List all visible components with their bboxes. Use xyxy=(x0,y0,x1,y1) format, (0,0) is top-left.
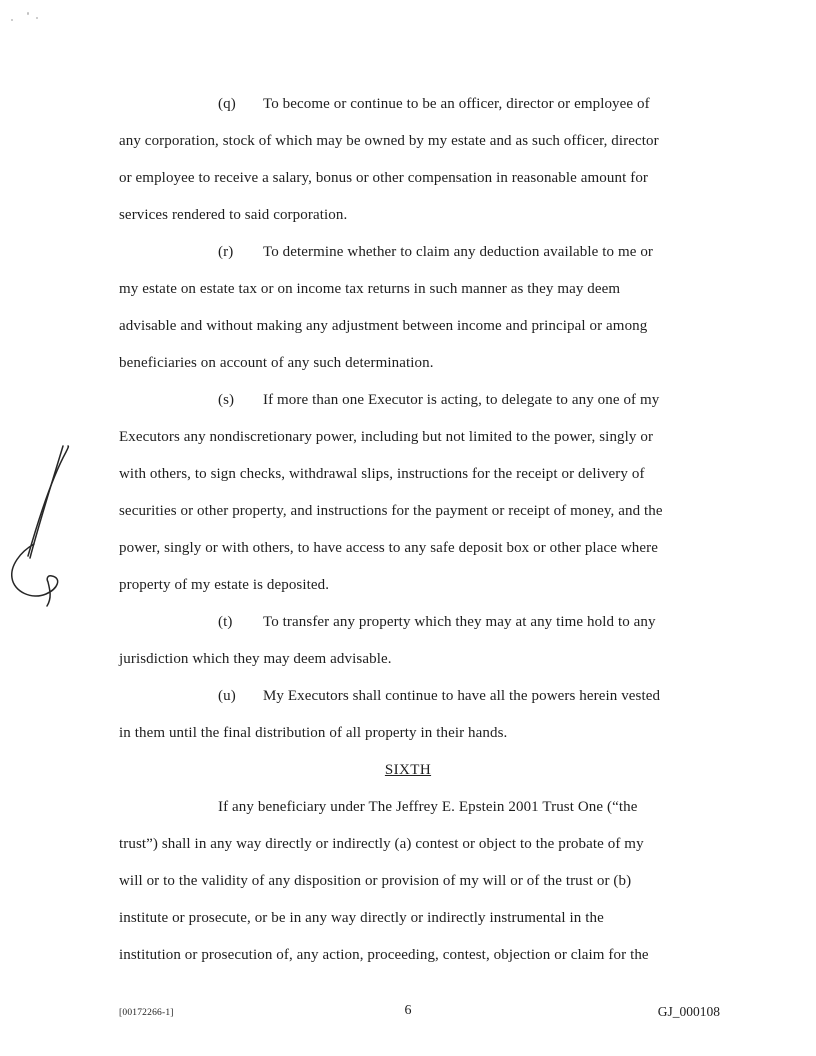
paragraph-q xyxy=(119,86,796,234)
paragraph-line: securities or other property, and instructions for the payment or receipt of money, and the xyxy=(119,503,663,519)
section-heading-sixth xyxy=(119,752,697,789)
paragraph-text: To transfer any property which they may at any time hold to any xyxy=(263,614,656,630)
paragraph-line xyxy=(119,234,796,271)
paragraph-line xyxy=(119,86,796,123)
paragraph-line xyxy=(119,382,796,419)
footer-page-number: 6 xyxy=(404,1003,412,1018)
paragraph-label: (q) xyxy=(218,96,236,112)
paragraph-line: will or to the validity of any disposition or provision of my will or of the trust or (b) xyxy=(119,873,632,889)
paragraph-label: (r) xyxy=(218,244,234,260)
scan-artifact xyxy=(27,12,29,15)
paragraph-line: my estate on estate tax or on income tax returns in such manner as they may deem xyxy=(119,281,621,297)
paragraph-text: To determine whether to claim any deduction available to me or xyxy=(263,244,654,260)
paragraph-sixth-body xyxy=(119,789,796,974)
paragraph-text: My Executors shall continue to have all the powers herein vested xyxy=(263,688,661,704)
paragraph-line: power, singly or with others, to have access to any safe deposit box or other place where xyxy=(119,540,658,556)
paragraph-text: To become or continue to be an officer, director or employee of xyxy=(263,96,650,112)
paragraph-line: with others, to sign checks, withdrawal slips, instructions for the receipt or delivery of xyxy=(119,466,645,482)
paragraph-label: (u) xyxy=(218,688,236,704)
paragraph-text: If more than one Executor is acting, to delegate to any one of my xyxy=(263,392,660,408)
document-body xyxy=(119,86,796,974)
paragraph-line: institution or prosecution of, any action, proceeding, contest, objection or claim for the xyxy=(119,947,649,963)
paragraph-line: jurisdiction which they may deem advisable. xyxy=(119,651,392,667)
paragraph-line: Executors any nondiscretionary power, including but not limited to the power, singly or xyxy=(119,429,654,445)
paragraph-label: (t) xyxy=(218,614,233,630)
paragraph-s xyxy=(119,382,796,604)
paragraph-line xyxy=(119,678,796,715)
paragraph-label: (s) xyxy=(218,392,235,408)
paragraph-line: in them until the final distribution of all property in their hands. xyxy=(119,725,508,741)
paragraph-u xyxy=(119,678,796,752)
footer-document-id: [00172266-1] xyxy=(119,1008,174,1018)
paragraph-line xyxy=(119,604,796,641)
paragraph-line: services rendered to said corporation. xyxy=(119,207,348,223)
footer-bates-number: GJ_000108 xyxy=(657,1004,720,1019)
paragraph-line: property of my estate is deposited. xyxy=(119,577,330,593)
scan-artifact xyxy=(36,17,38,19)
paragraph-r xyxy=(119,234,796,382)
paragraph-t xyxy=(119,604,796,678)
paragraph-line: any corporation, stock of which may be owned by my estate and as such officer, director xyxy=(119,133,659,149)
paragraph-line: advisable and without making any adjustment between income and principal or among xyxy=(119,318,648,334)
paragraph-line: beneficiaries on account of any such determination. xyxy=(119,355,434,371)
section-heading-text: SIXTH xyxy=(384,762,432,778)
pen-scribble-annotation xyxy=(6,440,90,616)
paragraph-line: or employee to receive a salary, bonus or other compensation in reasonable amount for xyxy=(119,170,649,186)
paragraph-line: trust”) shall in any way directly or indirectly (a) contest or object to the probate of my xyxy=(119,836,644,852)
paragraph-line: institute or prosecute, or be in any way directly or indirectly instrumental in the xyxy=(119,910,604,926)
scan-artifact xyxy=(11,19,13,21)
paragraph-line: If any beneficiary under The Jeffrey E. Epstein 2001 Trust One (“the xyxy=(218,799,638,815)
